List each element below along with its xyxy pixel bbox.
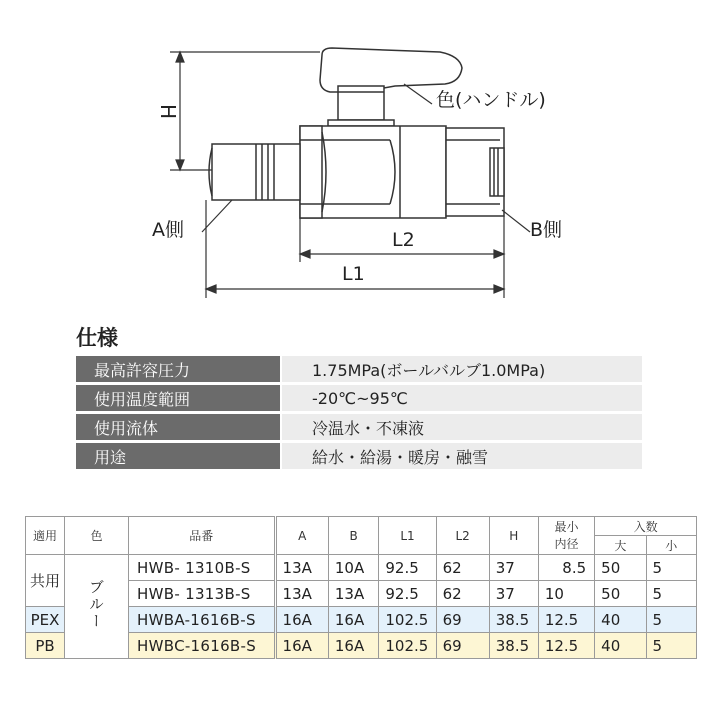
header-min-bore: 最小 内径 (538, 517, 594, 555)
cell-part: HWB- 1313B-S (129, 581, 276, 607)
cell-part: HWB- 1310B-S (129, 555, 276, 581)
valve-body (300, 126, 504, 218)
color-value: ブルー (87, 579, 106, 630)
cell-h: 38.5 (489, 633, 538, 659)
cell-h: 38.5 (489, 607, 538, 633)
cell-a: 13A (275, 555, 328, 581)
spec-value: -20℃~95℃ (280, 385, 642, 411)
cell-b: 16A (328, 607, 379, 633)
spec-row (76, 385, 642, 411)
header-part: 品番 (129, 517, 276, 555)
cell-l2: 69 (436, 607, 489, 633)
handle (320, 48, 462, 126)
spec-label: 用途 (76, 443, 280, 469)
cell-l2: 62 (436, 555, 489, 581)
header-qty: 入数 (595, 517, 697, 536)
header-l2: L2 (436, 517, 489, 555)
cell-small: 5 (646, 555, 697, 581)
cell-l2: 62 (436, 581, 489, 607)
cell-l1: 92.5 (379, 581, 436, 607)
spec-table (76, 353, 642, 472)
header-l1: L1 (379, 517, 436, 555)
spec-title: 仕様 (76, 326, 118, 350)
spec-row (76, 443, 642, 469)
side-b-label: B側 (530, 219, 563, 241)
cell-small: 5 (646, 581, 697, 607)
cell-l1: 102.5 (379, 607, 436, 633)
cell-part: HWBA-1616B-S (129, 607, 276, 633)
cell-min-bore: 12.5 (538, 607, 594, 633)
cell-a: 16A (275, 633, 328, 659)
cell-h: 37 (489, 555, 538, 581)
cell-b: 10A (328, 555, 379, 581)
cell-l1: 102.5 (379, 633, 436, 659)
spec-label: 使用流体 (76, 414, 280, 440)
header-qty-large: 大 (595, 536, 646, 555)
cell-large: 40 (595, 607, 646, 633)
cell-a: 16A (275, 607, 328, 633)
header-qty-small: 小 (646, 536, 697, 555)
cell-part: HWBC-1616B-S (129, 633, 276, 659)
header-h: H (489, 517, 538, 555)
cell-min-bore: 10 (538, 581, 594, 607)
header-color: 色 (65, 517, 129, 555)
spec-value: 給水・給湯・暖房・融雪 (280, 443, 642, 469)
cell-b: 16A (328, 633, 379, 659)
cell-color (65, 555, 129, 659)
dim-h-label: H (156, 104, 180, 120)
dim-l2-label: L2 (392, 229, 415, 251)
cell-small: 5 (646, 633, 697, 659)
side-a-label: A側 (152, 219, 184, 241)
pipe-insert (209, 144, 300, 200)
header-use: 適用 (26, 517, 65, 555)
spec-value: 1.75MPa(ボールバルブ1.0MPa) (280, 356, 642, 382)
spec-row (76, 414, 642, 440)
cell-small: 5 (646, 607, 697, 633)
cell-min-bore: 12.5 (538, 633, 594, 659)
header-b: B (328, 517, 379, 555)
cell-use: 共用 (26, 555, 65, 607)
header-a: A (275, 517, 328, 555)
cell-large: 40 (595, 633, 646, 659)
cell-a: 13A (275, 581, 328, 607)
dim-l1-label: L1 (342, 263, 365, 285)
cell-large: 50 (595, 555, 646, 581)
cell-large: 50 (595, 581, 646, 607)
cell-l2: 69 (436, 633, 489, 659)
spec-row (76, 356, 642, 382)
cell-use: PB (26, 633, 65, 659)
cell-b: 13A (328, 581, 379, 607)
cell-h: 37 (489, 581, 538, 607)
cell-l1: 92.5 (379, 555, 436, 581)
cell-min-bore: 8.5 (538, 555, 594, 581)
valve-drawing (0, 0, 720, 320)
spec-label: 最高許容圧力 (76, 356, 280, 382)
spec-value: 冷温水・不凍液 (280, 414, 642, 440)
handle-color-label: 色(ハンドル) (436, 89, 546, 111)
product-table (25, 516, 697, 659)
cell-use: PEX (26, 607, 65, 633)
table-row (26, 555, 697, 581)
spec-label: 使用温度範囲 (76, 385, 280, 411)
